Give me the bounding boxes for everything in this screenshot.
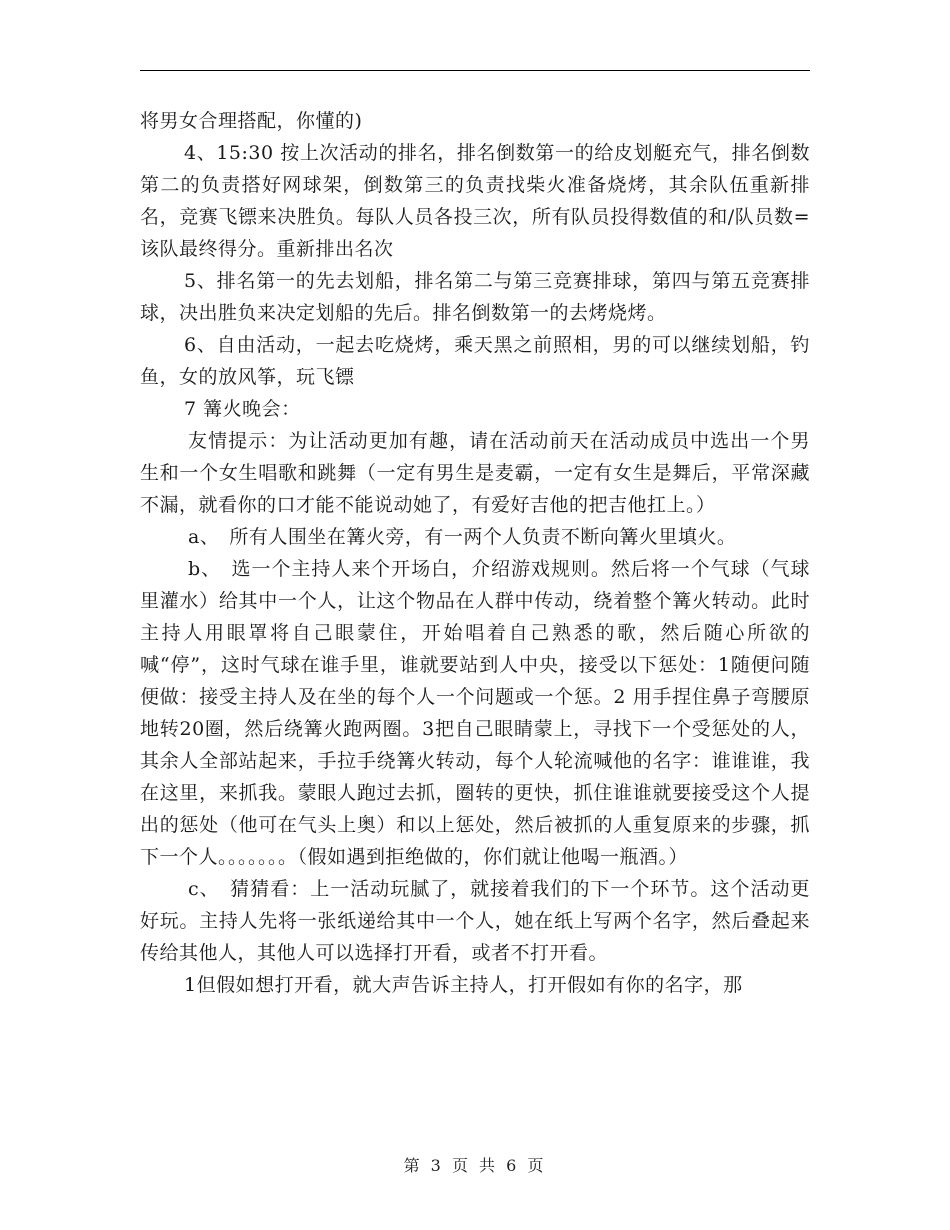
paragraph: 友情提示：为让活动更加有趣，请在活动前天在活动成员中选出一个男生和一个女生唱歌和跳舞（一定有男生是麦霸，一定有女生是舞后，平常深藏不漏，就看你的口才能不能说动她了，有爱好吉他的把吉他扛上。） (140, 430, 810, 516)
list-item: b、 选一个主持人来个开场白，介绍游戏规则。然后将一个气球（气球里灌水）给其中一个人，让这个物品在人群中传动，绕着整个篝火转动。此时主持人用眼罩将自己眼蒙住，开始唱着自己熟悉的歌，然后随心所欲的喊“停”，这时气球在谁手里，谁就要站到人中央，接受以下惩处：1随便问随便做：接受主持人及在坐的每个人一个问题或一个惩。2 用手捏住鼻子弯腰原地转20圈，然后绕篝火跑两圈。3把自己眼睛蒙上，寻找下一个受惩处的人，其余人全部站起来，手拉手绕篝火转动，每个人轮流喊他的名字：谁谁谁，我在这里，来抓我。蒙眼人跑过去抓，圈转的更快，抓住谁谁就要接受这个人提出的惩处（他可在气头上奥）和以上惩处，然后被抓的人重复原来的步骤，抓下一个人。。。。。。。（假如遇到拒绝做的，你们就让他喝一瓶酒。） (140, 558, 810, 868)
list-item: c、 猜猜看：上一活动玩腻了，就接着我们的下一个环节。这个活动更好玩。主持人先将一张纸递给其中一个人，她在纸上写两个名字，然后叠起来传给其他人，其他人可以选择打开看，或者不打开看。 (140, 878, 810, 964)
paragraph: 1但假如想打开看，就大声告诉主持人，打开假如有你的名字，那 (184, 974, 743, 996)
document-body (140, 105, 810, 1001)
list-item: a、 所有人围坐在篝火旁，有一两个人负责不断向篝火里填火。 (188, 526, 737, 548)
paragraph: 6、自由活动，一起去吃烧烤，乘天黑之前照相，男的可以继续划船，钓鱼，女的放风筝，玩飞镖 (140, 334, 810, 388)
section-heading: 7 篝火晚会： (184, 398, 301, 420)
page-footer: 第 3 页 共 6 页 (403, 1156, 547, 1175)
header-rule (140, 70, 810, 71)
paragraph: 将男女合理搭配，你懂的) (140, 110, 363, 132)
paragraph: 4、15:30 按上次活动的排名，排名倒数第一的给皮划艇充气，排名倒数第二的负责搭好网球架，倒数第三的负责找柴火准备烧烤，其余队伍重新排名，竞赛飞镖来决胜负。每队人员各投三次，所有队员投得数值的和/队员数=该队最终得分。重新排出名次 (140, 142, 810, 260)
paragraph: 5、排名第一的先去划船，排名第二与第三竞赛排球，第四与第五竞赛排球，决出胜负来决定划船的先后。排名倒数第一的去烤烧烤。 (140, 270, 810, 324)
